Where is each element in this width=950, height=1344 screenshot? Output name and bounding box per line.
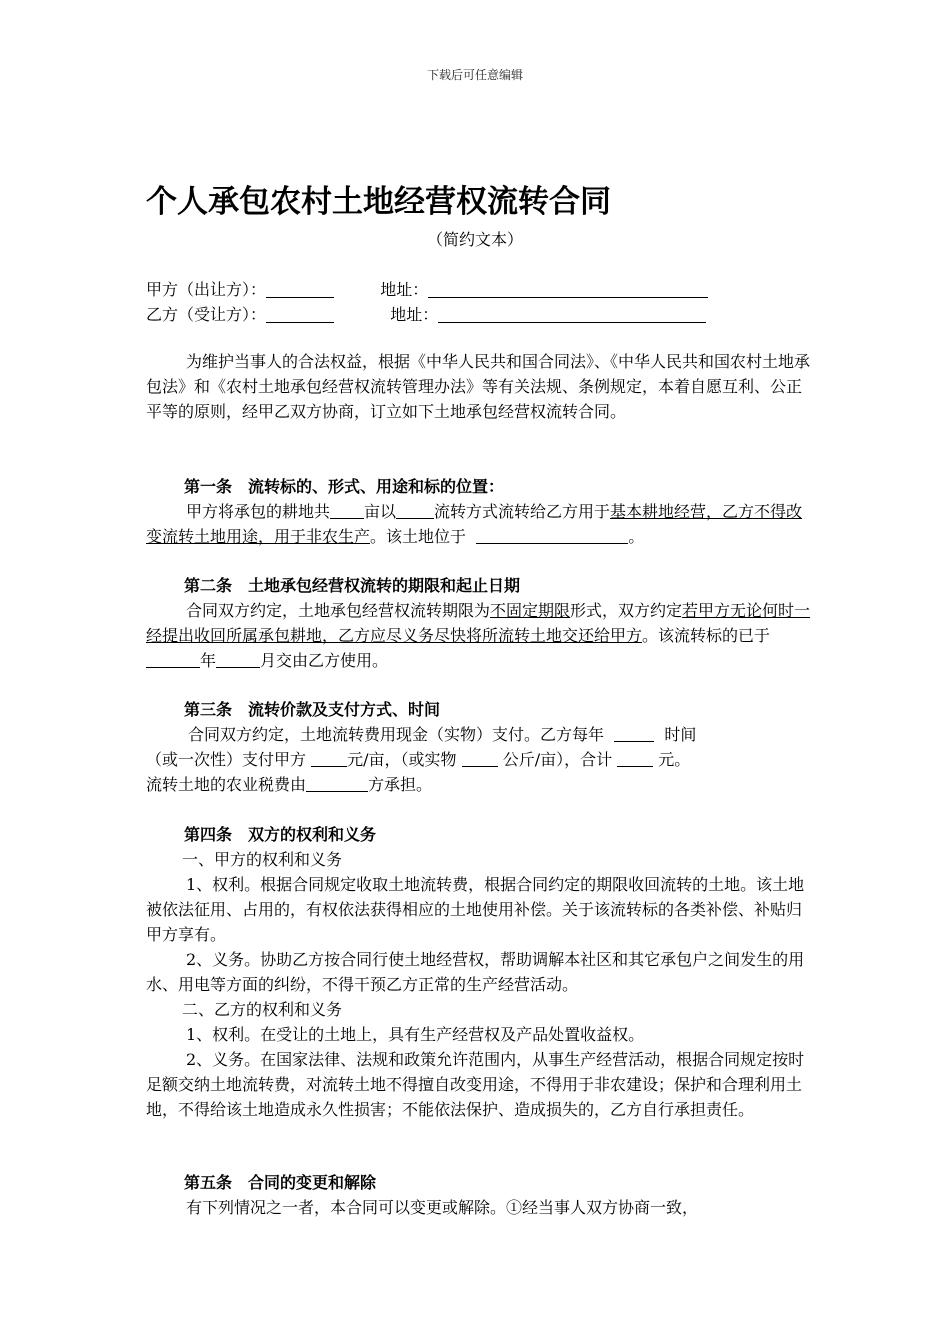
article-3-text-h: 方承担。 [368,775,433,794]
article-1-text-d: 。该土地位于 [370,527,467,546]
location-blank[interactable] [476,529,628,544]
article-2-term: 不固定期限 [490,601,571,620]
article-4-b2: 2、义务。在国家法律、法规和政策允许范围内，从事生产经营活动，根据合同规定按时足额交纳土地流转费，对流转土地不得擅自改变用途，不得用于非农建设；保护和合理利用土地，不得给该土地造成永久性损害；不能依法保护、造成损失的，乙方自行承担责任。 [146,1050,805,1119]
article-1-paragraph [146,499,816,549]
article-3 [146,697,816,797]
document-subtitle: （简约文本） [426,230,523,249]
party-a-address-label: 地址： [380,280,429,299]
article-3-line-1 [146,722,816,747]
kg-blank[interactable] [462,752,498,767]
party-b-name-blank[interactable] [266,306,334,323]
article-2-underlined: 若甲方无论何时一经提出收回所属承包耕地，乙方应尽义务尽快将所流转土地交还给甲方 [146,601,811,645]
document-title: 个人承包农村土地经营权流转合同 [146,184,611,220]
article-2-text-e: 月交由乙方使用。 [260,651,389,670]
tax-party-blank[interactable] [306,777,368,792]
article-2-text-a: 合同双方约定，土地承包经营权流转期限为 [186,601,491,620]
article-5-heading: 第五条 合同的变更和解除 [184,1173,377,1192]
article-3-text-e: 公斤/亩），合计 [502,750,613,769]
article-5 [146,1170,816,1220]
party-b-label: 乙方（受让方）： [146,305,267,324]
month-blank[interactable] [216,653,260,668]
article-4-heading: 第四条 双方的权利和义务 [184,825,377,844]
preamble-block [146,349,816,424]
area-blank[interactable] [330,504,364,519]
article-4-b1: 1、权利。在受让的土地上，具有生产经营权及产品处置收益权。 [186,1025,645,1044]
article-4-sub-2: 二、乙方的权利和义务 [182,1000,343,1019]
party-a-label: 甲方（出让方）： [146,280,267,299]
party-b-address-label: 地址： [390,305,439,324]
method-blank[interactable] [396,504,434,519]
article-1-text-b: 亩以 [364,502,397,521]
article-2 [146,573,816,673]
article-3-text-f: 元。 [658,750,691,769]
article-3-line-3 [146,772,816,797]
year-blank[interactable] [146,653,200,668]
party-a-line [146,277,708,300]
article-1-text-e: 。 [628,527,645,546]
total-blank[interactable] [617,752,653,767]
price-blank[interactable] [311,752,347,767]
article-4-sub-1: 一、甲方的权利和义务 [182,850,343,869]
article-3-heading: 第三条 流转价款及支付方式、时间 [184,700,441,719]
preamble-paragraph: 为维护当事人的合法权益，根据《中华人民共和国合同法》、《中华人民共和国农村土地承包法》和《农村土地承包经营权流转管理办法》等有关法规、条例规定，本着自愿互利、公正平等的原则，经甲乙双方协商，订立如下土地承包经营权流转合同。 [146,352,811,421]
article-3-line-2 [146,747,816,772]
article-1-text-c: 流转方式流转给乙方用于 [434,502,611,521]
article-4-a2: 2、义务。协助乙方按合同行使土地经营权，帮助调解本社区和其它承包户之间发生的用水、用电等方面的纠纷，不得干预乙方正常的生产经营活动。 [146,950,805,994]
article-1-text-a: 甲方将承包的耕地共 [186,502,331,521]
article-4 [146,822,816,1122]
article-2-heading: 第二条 土地承包经营权流转的期限和起止日期 [184,576,521,595]
article-3-text-g: 流转土地的农业税费由 [146,775,307,794]
party-a-name-blank[interactable] [266,281,334,298]
article-4-a1: 1、权利。根据合同规定收取土地流转费，根据合同约定的期限收回流转的土地。该土地被依法征用、占用的，有权依法获得相应的土地使用补偿。关于该流转标的各类补偿、补贴归甲方享有。 [146,875,805,944]
article-2-text-c: 。该流转标的已于 [642,626,771,645]
article-2-text-b: 形式，双方约定 [570,601,683,620]
article-1 [146,474,816,549]
party-b-address-blank[interactable] [438,306,706,323]
article-3-text-b: 时间 [664,725,697,744]
article-3-text-d: 元/亩，（或实物 [347,750,457,769]
article-1-underlined: 基本耕地经营，乙方不得改变流转土地用途，用于非农生产 [146,502,803,546]
payment-time-blank[interactable] [614,727,654,742]
article-2-paragraph [146,598,816,673]
article-3-text-c: （或一次性）支付甲方 [146,750,307,769]
party-b-line [146,302,706,325]
party-a-address-blank[interactable] [428,281,708,298]
article-2-text-d: 年 [200,651,217,670]
article-1-heading: 第一条 流转标的、形式、用途和标的位置： [184,477,505,496]
header-note: 下载后可任意编辑 [426,68,523,82]
article-3-text-a: 合同双方约定，土地流转费用现金（实物）支付。乙方每年 [188,725,605,744]
article-5-paragraph: 有下列情况之一者，本合同可以变更或解除。①经当事人双方协商一致， [186,1198,699,1217]
